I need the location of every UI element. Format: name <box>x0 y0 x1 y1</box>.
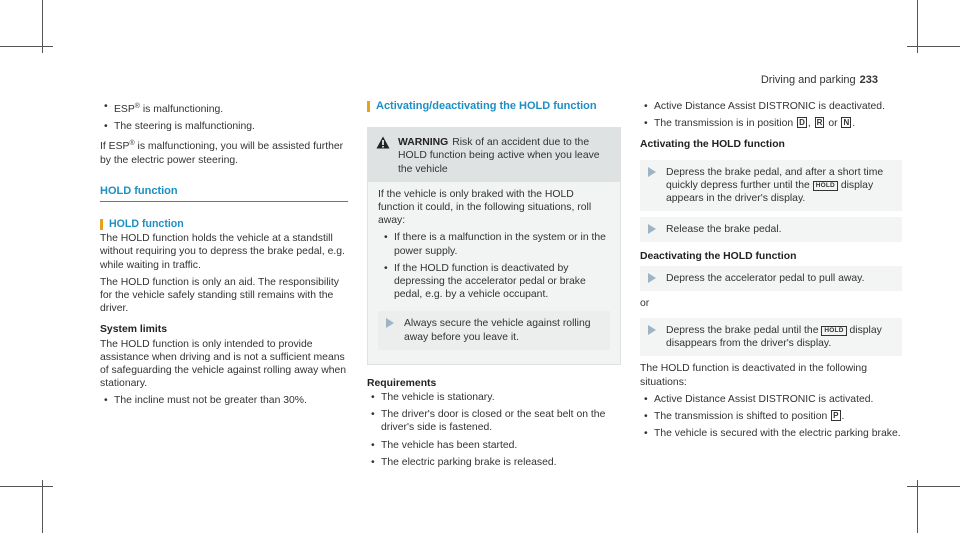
crop-mark <box>917 0 918 53</box>
warning-box <box>367 127 621 365</box>
bullet-list <box>640 393 902 441</box>
action-step: Depress the brake pedal until the HOLD display disappears from the driver's display. <box>640 318 902 356</box>
list-item: • The driver's door is closed or the seat belt on the driver's side is fastened. <box>367 408 621 434</box>
list-item: • The transmission is in position D , R or N . <box>640 117 902 130</box>
paragraph: The HOLD function is deactivated in the following situations: <box>640 363 867 388</box>
action-arrow-icon <box>648 167 656 177</box>
warning-header <box>368 128 620 182</box>
list-item: • The vehicle has been started. <box>367 439 621 452</box>
column-right <box>640 100 902 444</box>
action-step: Release the brake pedal. <box>640 217 902 242</box>
list-item: • Active Distance Assist DISTRONIC is activated. <box>640 393 902 406</box>
section-subheading: HOLD function <box>100 185 348 202</box>
bullet-list <box>367 391 621 469</box>
crop-mark <box>42 0 43 53</box>
paragraph: The HOLD function holds the vehicle at a standstill without requiring you to depress the brake pedal, e.g. while waiting in traffic. <box>100 233 345 271</box>
activating-heading: Activating the HOLD function <box>640 139 785 151</box>
deactivating-heading: Deactivating the HOLD function <box>640 251 797 263</box>
paragraph: The HOLD function is only intended to provide assistance when driving and is not a sufficient means of safeguarding the vehicle against rolling away when stationary. <box>100 338 347 390</box>
bullet-list <box>100 100 348 133</box>
crop-mark <box>0 486 53 487</box>
paragraph: If the vehicle is only braked with the HOLD function it could, in the following situations, roll away: <box>378 188 592 227</box>
hold-function-heading: HOLD function <box>100 218 348 231</box>
paragraph: If ESP® is malfunctioning, you will be assisted further by the electric power steering. <box>100 140 344 166</box>
action-arrow-icon <box>386 318 394 328</box>
gear-n-symbol: N <box>843 118 850 128</box>
list-item: • The transmission is shifted to position P . <box>640 410 902 423</box>
list-item: • If there is a malfunction in the system or in the power supply. <box>380 231 610 257</box>
gear-p-symbol: P <box>833 411 839 421</box>
list-item: • The vehicle is stationary. <box>367 391 621 404</box>
list-item: • The electric parking brake is released. <box>367 456 621 469</box>
requirements-heading: Requirements <box>367 377 437 389</box>
page-header <box>761 74 878 87</box>
system-limits-heading: System limits <box>100 324 167 336</box>
action-arrow-icon <box>648 273 656 283</box>
bullet-list <box>640 100 902 130</box>
warning-text: Risk of an accident due to the HOLD function being active when you leave the vehicle <box>398 137 600 175</box>
list-item: • ESP® is malfunctioning. <box>100 100 348 116</box>
list-item: • The vehicle is secured with the electric parking brake. <box>640 427 902 440</box>
or-text: or <box>640 297 650 309</box>
action-arrow-icon <box>648 325 656 335</box>
warning-label: WARNING <box>398 137 449 149</box>
action-arrow-icon <box>648 224 656 234</box>
paragraph: The HOLD function is only an aid. The responsibility for the vehicle safely standing still remains with the driver. <box>100 276 339 315</box>
column-middle <box>367 100 621 473</box>
warning-body <box>368 182 620 364</box>
crop-mark <box>0 46 53 47</box>
page-number: 233 <box>859 74 878 86</box>
warning-triangle-icon <box>376 136 390 149</box>
registered-mark: ® <box>134 103 140 110</box>
crop-mark <box>907 486 960 487</box>
gear-d-symbol: D <box>799 118 805 128</box>
crop-mark <box>917 480 918 533</box>
crop-mark <box>907 46 960 47</box>
list-item: • If the HOLD function is deactivated by depressing the accelerator pedal or brake pedal, e.g. by a vehicle occupant. <box>380 262 610 302</box>
bullet-list <box>380 231 610 301</box>
gear-r-symbol: R <box>816 118 823 128</box>
action-step: Depress the accelerator pedal to pull away. <box>640 266 902 291</box>
activating-deactivating-heading: Activating/deactivating the HOLD function <box>367 100 621 113</box>
column-left <box>100 100 348 412</box>
list-item: • The incline must not be greater than 30%. <box>100 394 348 407</box>
hold-symbol-icon: HOLD <box>821 326 846 336</box>
crop-mark <box>42 480 43 533</box>
action-step: Depress the brake pedal, and after a short time quickly depress further until the HOLD display appears in the driver's display. <box>640 160 902 212</box>
bullet-list <box>100 394 348 407</box>
list-item: • The steering is malfunctioning. <box>100 120 348 133</box>
list-item: • Active Distance Assist DISTRONIC is deactivated. <box>640 100 902 113</box>
section-title: Driving and parking <box>760 74 856 86</box>
hold-symbol-icon: HOLD <box>813 181 838 191</box>
action-step: Always secure the vehicle against rolling away before you leave it. <box>378 311 610 349</box>
